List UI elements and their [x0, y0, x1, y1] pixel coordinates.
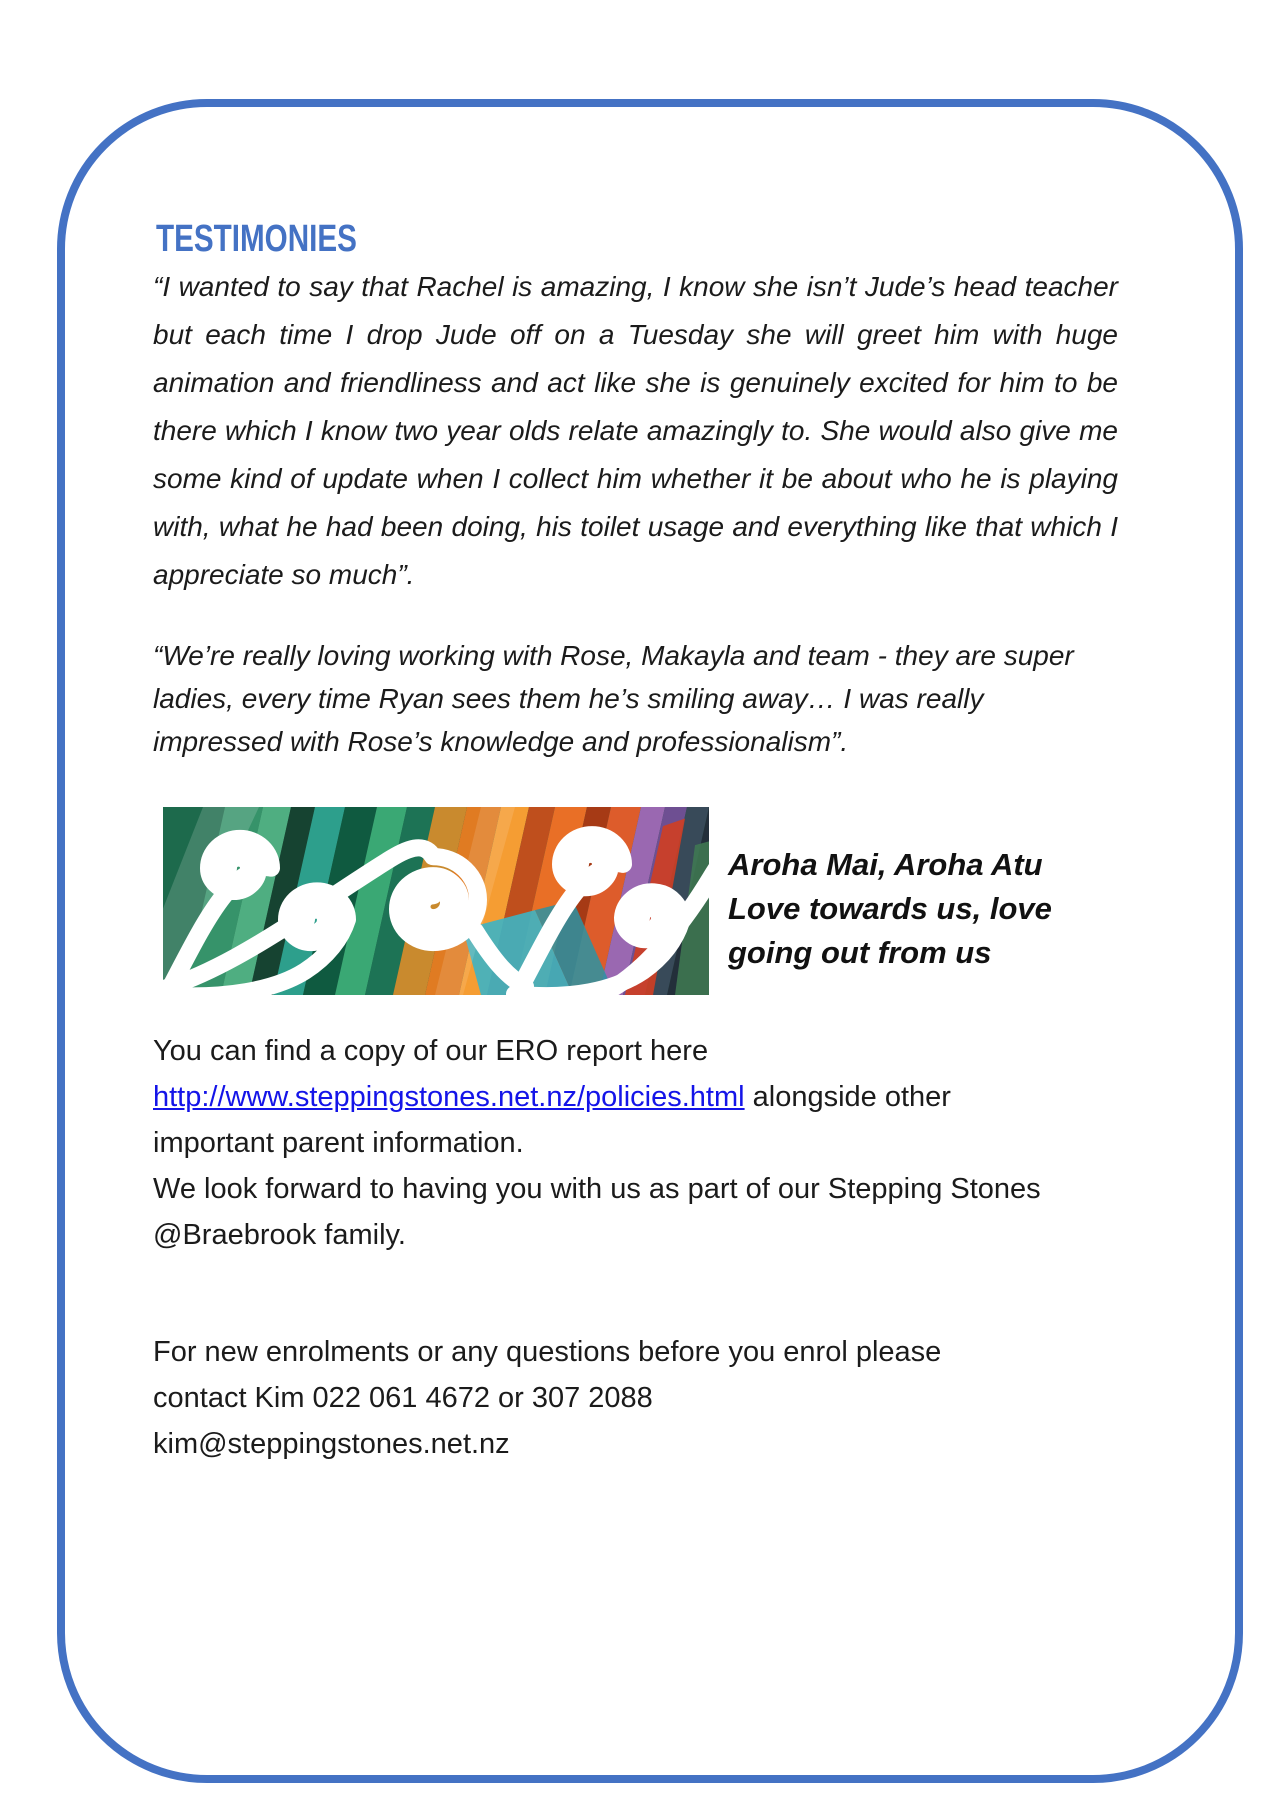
contact-line-1: For new enrolments or any questions before you enrol please — [153, 1336, 942, 1368]
ero-report-section — [153, 1028, 1153, 1258]
aroha-line-2: Love towards us, love — [728, 891, 1052, 926]
contact-email: kim@steppingstones.net.nz — [153, 1428, 510, 1460]
ero-line-5: @Braebrook family. — [153, 1219, 406, 1251]
ero-after-link: alongside other — [744, 1081, 951, 1113]
aroha-line-3: going out from us — [728, 935, 992, 970]
aroha-line-1: Aroha Mai, Aroha Atu — [728, 847, 1043, 882]
ero-line-2 — [153, 1074, 1153, 1120]
testimonial-paragraph-2: “We’re really loving working with Rose, Makayla and team - they are super ladies, every time Ryan sees them he’s smiling away… I was really impressed with Rose’s knowledge and professionalism”. — [153, 640, 1074, 757]
ero-line-4: We look forward to having you with us as part of our Stepping Stones — [153, 1173, 1041, 1205]
testimonial-paragraph-1: “I wanted to say that Rachel is amazing, I know she isn’t Jude’s head teacher but each time I drop Jude off on a Tuesday she will greet him with huge animation and friendliness and act like she is genuinely excited for him to be there which I know two year olds relate amazingly to. She would also give me some kind of update when I collect him whether it be about who he is playing with, what he had been doing, his toilet usage and everything like that which I appreciate so much”. — [153, 271, 1118, 590]
koru-pattern-image — [163, 807, 709, 995]
contact-line-2: contact Kim 022 061 4672 or 307 2088 — [153, 1382, 653, 1414]
aroha-caption — [728, 843, 1052, 975]
testimonies-heading: TESTIMONIES — [156, 218, 357, 260]
policies-link[interactable]: http://www.steppingstones.net.nz/policies.html — [153, 1081, 745, 1113]
ero-line-1: You can find a copy of our ERO report here — [153, 1035, 709, 1067]
contact-section — [153, 1329, 1153, 1467]
ero-line-3: important parent information. — [153, 1127, 524, 1159]
